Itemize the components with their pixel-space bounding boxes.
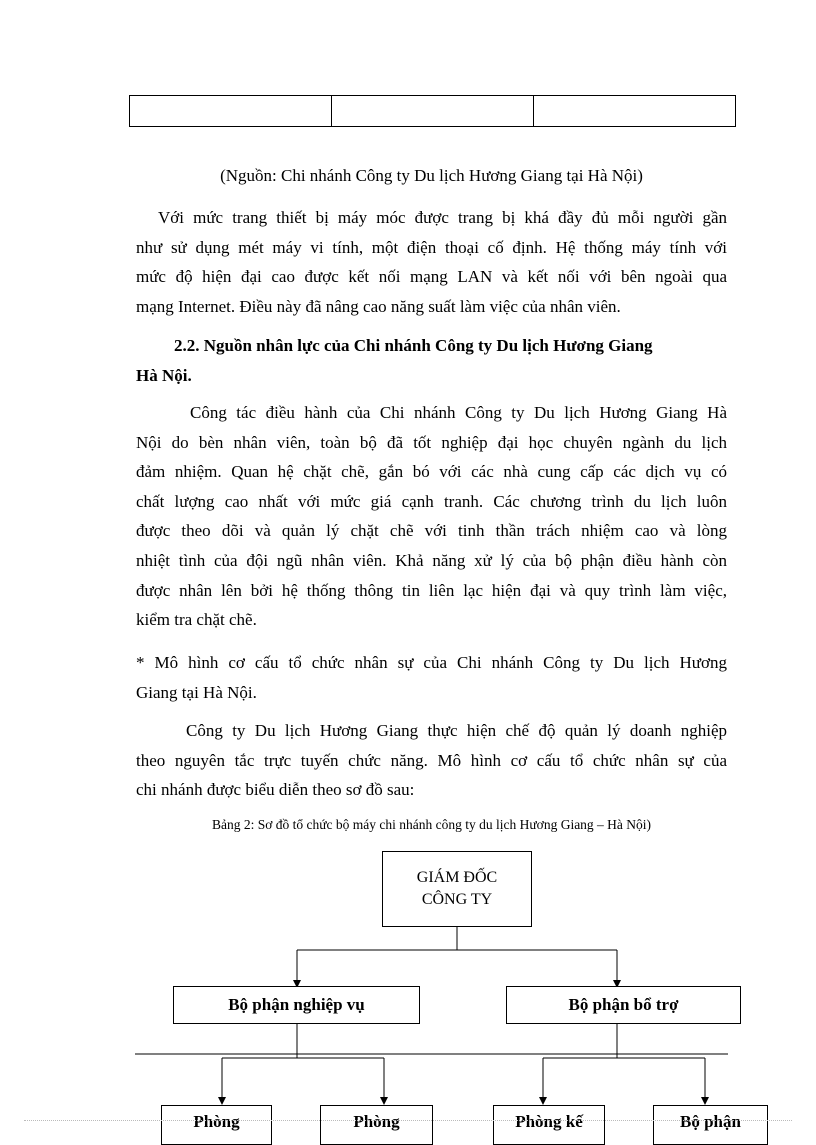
- support-department-label: Bộ phận bổ trợ: [568, 995, 679, 1014]
- org-unit-label: Phòng kế: [515, 1112, 583, 1131]
- heading-line: Hà Nội.: [136, 365, 192, 385]
- org-unit-label: Phòng: [353, 1112, 400, 1131]
- text-line: Nội do bèn nhân viên, toàn bộ đã tốt nghiệp đại học chuyên ngành du lịch: [136, 432, 727, 452]
- text-line: mạng Internet. Điều này đã nâng cao năng suất làm việc của nhân viên.: [136, 296, 621, 316]
- text-line: Với mức trang thiết bị máy móc được trang bị khá đầy đủ mỗi người gần: [158, 208, 727, 227]
- text-line: Công tác điều hành của Chi nhánh Công ty Du lịch Hương Giang Hà: [190, 403, 727, 422]
- text-line: chi nhánh được biểu diễn theo sơ đồ sau:: [136, 780, 415, 800]
- text-line: chất lượng cao nhất với mức giá cạnh tranh. Các chương trình du lịch luôn: [136, 491, 727, 511]
- text-line: Giang tại Hà Nội.: [136, 682, 257, 702]
- text-line: Công ty Du lịch Hương Giang thực hiện chế độ quản lý doanh nghiệp: [186, 721, 727, 740]
- org-unit-box: [320, 1105, 433, 1145]
- org-unit-box: [161, 1105, 272, 1145]
- heading-line: 2.2. Nguồn nhân lực của Chi nhánh Công ty Du lịch Hương Giang: [174, 336, 653, 355]
- director-box: [382, 851, 532, 927]
- text-line: được theo dõi và quản lý chặt chẽ với tinh thần trách nhiệm cao và lòng: [136, 521, 727, 541]
- org-unit-box: [653, 1105, 768, 1145]
- business-department-box: [173, 986, 420, 1024]
- text-line: như sử dụng mét máy vi tính, một điện thoại cố định. Hệ thống máy tính với: [136, 237, 727, 257]
- text-line: theo nguyên tắc trực tuyến chức năng. Mô hình cơ cấu tổ chức nhân sự của: [136, 750, 727, 770]
- text-line: mức độ hiện đại cao được kết nối mạng LAN và kết nối với bên ngoài qua: [136, 267, 727, 287]
- director-label-line2: CÔNG TY: [421, 891, 493, 908]
- text-line: kiểm tra chặt chẽ.: [136, 610, 257, 630]
- director-label-line1: GIÁM ĐỐC: [416, 869, 498, 886]
- text-line: được nhân lên bởi hệ thống thông tin liên lạc hiện đại và quy trình làm việc,: [136, 580, 727, 600]
- org-unit-label: Phòng: [193, 1112, 240, 1131]
- business-department-label: Bộ phận nghiệp vụ: [228, 995, 365, 1014]
- text-line: * Mô hình cơ cấu tổ chức nhân sự của Chi nhánh Công ty Du lịch Hương: [136, 653, 727, 672]
- org-unit-box: [493, 1105, 605, 1145]
- org-unit-label: Bộ phận: [680, 1112, 741, 1131]
- support-department-box: [506, 986, 741, 1024]
- figure-caption: Bảng 2: Sơ đồ tổ chức bộ máy chi nhánh công ty du lịch Hương Giang – Hà Nội): [211, 817, 652, 832]
- text-line: nhiệt tình của đội ngũ nhân viên. Khả năng xử lý của bộ phận điều hành còn: [136, 550, 727, 570]
- text-line: đảm nhiệm. Quan hệ chặt chẽ, gắn bó với các nhà cung cấp các dịch vụ có: [136, 462, 727, 482]
- source-note: (Nguồn: Chi nhánh Công ty Du lịch Hương Giang tại Hà Nội): [220, 166, 643, 185]
- page-bottom-rule: [24, 1120, 792, 1121]
